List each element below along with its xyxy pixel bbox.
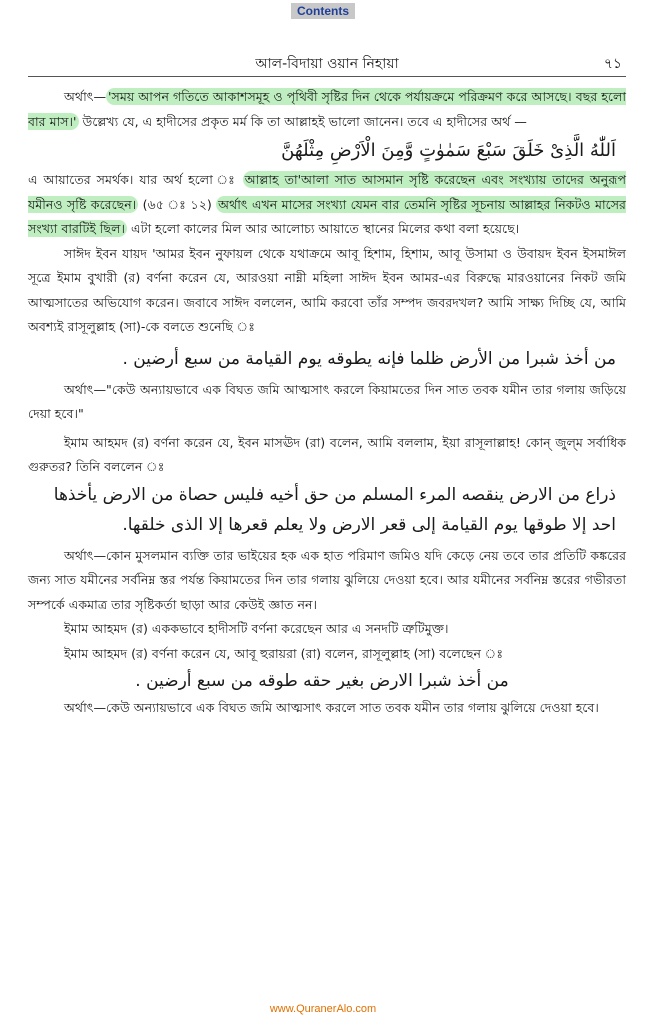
hadith-arabic-2: ذراع من الارض ينقصه المرء المسلم من حق أخيه فليس حصاة من الارض يأخذها احد إلا طوقها يوم القيامة إلى قعر الارض ولا يعلم قعرها إلا الذى خلقها. — [53, 484, 616, 535]
paragraph-1 — [28, 85, 626, 134]
top-bar — [0, 0, 646, 18]
paragraph-2 — [28, 168, 626, 242]
paragraph-5: ইমাম আহমদ (র) বর্ণনা করেন যে, ইবন মাসঊদ (রা) বলেন, আমি বললাম, ইয়া রাসূলাল্লাহ! কোন্ জুল্‌ম সর্বাধিক গুরুতর? তিনি বললেন ঃ — [28, 434, 626, 474]
page-number: ৭১ — [603, 56, 622, 72]
highlight-1: 'সময় আপন গতিতে আকাশসমূহ ও পৃথিবী সৃষ্টির দিন থেকে পর্যায়ক্রমে পরিক্রমণ করে আসছে। বছর হলো বার মাস।' — [28, 89, 626, 129]
paragraph-8: ইমাম আহমদ (র) বর্ণনা করেন যে, আবূ হুরায়রা (রা) বলেন, রাসূলুল্লাহ (সা) বলেছেন ঃ — [64, 645, 504, 661]
paragraph-6: অর্থাৎ—কোন মুসলমান ব্যক্তি তার ভাইয়ের হক এক হাত পরিমাণ জমিও যদি কেড়ে নেয় তবে তার প্রতিটি কঙ্করের জন্য সাত যমীনের সর্বনিম্ন স্তর পর্যন্ত কিয়ামতের দিন তার গলায় ঝুলিয়ে দেওয়া হবে। আর যমীনের সর্বনিম্ন স্তরের গভীরতা সম্পর্কে একমাত্র তার সৃষ্টিকর্তা ছাড়া আর কেউই জ্ঞাত নন। — [28, 547, 626, 612]
lead-text: অর্থাৎ— — [64, 89, 107, 104]
book-page — [28, 48, 626, 721]
hadith-arabic-1: من أخذ شبرا من الأرض ظلما فإنه يطوقه يوم القيامة من سبع أرضين . — [122, 348, 616, 369]
highlight-3: অর্থাৎ এখন মাসের সংখ্যা যেমন বার তেমনি সৃষ্টির সূচনায় আল্লাহর নিকটও মাসের সংখ্যা বারটিই ছিল। — [28, 196, 626, 236]
footer-url[interactable]: www.QuranerAlo.com — [269, 1003, 377, 1015]
paragraph-4: অর্থাৎ—"কেউ অন্যায়ভাবে এক বিঘত জমি আত্মসাৎ করলে কিয়ামতের দিন সাত তবক যমীন তার গলায় জড়িয়ে দেয়া হবে।" — [28, 381, 626, 421]
verse-reference: (৬৫ ঃ ১২) — [138, 196, 217, 212]
page-header — [28, 48, 626, 77]
contents-link[interactable]: Contents — [291, 3, 355, 19]
highlight-2: আল্লাহ তা'আলা সাত আসমান সৃষ্টি করেছেন এবং সংখ্যায় তাদের অনুরূপ যমীনও সৃষ্টি করেছেন। — [28, 172, 627, 212]
paragraph-2-c: এটা হলো কালের মিল আর আলোচ্য আয়াতে স্থানের মিলের কথা বলা হয়েছে। — [127, 221, 520, 236]
paragraph-9: অর্থাৎ—কেউ অন্যায়ভাবে এক বিঘত জমি আত্মসাৎ করলে সাত তবক যমীন তার গলায় ঝুলিয়ে দেওয়া হবে। — [64, 700, 599, 715]
hadith-arabic-3: من أخذ شبرا الارض بغير حقه طوقه من سبع أرضين . — [135, 671, 509, 691]
quran-verse: اَللّٰهُ الَّذِىْ خَلَقَ سَبْعَ سَمٰوٰتٍ وَّمِنَ الْاَرْضِ مِثْلَهُنَّ — [281, 140, 616, 161]
paragraph-3: সাঈদ ইবন যায়দ 'আমর ইবন নুফায়ল থেকে যথাক্রমে আবূ হিশাম, হিশাম, আবূ উসামা ও উবায়দ ইবন ইসমাঈল সূত্রে ইমাম বুখারী (র) বর্ণনা করেন যে, আরওয়া নাম্নী মহিলা সাঈদ ইবন আমর-এর বিরুদ্ধে মারওয়ানের নিকট জমি আত্মসাতের অভিযোগ করেন। জবাবে সাঈদ বললেন, আমি করবো তাঁর সম্পদ জবরদখল? আমি সাক্ষ্য দিচ্ছি যে, আমি অবশ্যই রাসূলুল্লাহ (সা)-কে বলতে শুনেছি ঃ — [28, 245, 626, 334]
paragraph-7: ইমাম আহমদ (র) এককভাবে হাদীসটি বর্ণনা করেছেন আর এ সনদটি ত্রুটিমুক্ত। — [64, 621, 449, 636]
running-title: আল-বিদায়া ওয়ান নিহায়া — [255, 56, 399, 72]
paragraph-1-rest: উল্লেখ্য যে, এ হাদীসের প্রকৃত মর্ম কি তা আল্লাহই ভালো জানেন। তবে এ হাদীসের অর্থ — — [78, 113, 527, 129]
paragraph-2-a: এ আয়াতের সমর্থক। যার অর্থ হলো ঃ — [28, 172, 243, 187]
